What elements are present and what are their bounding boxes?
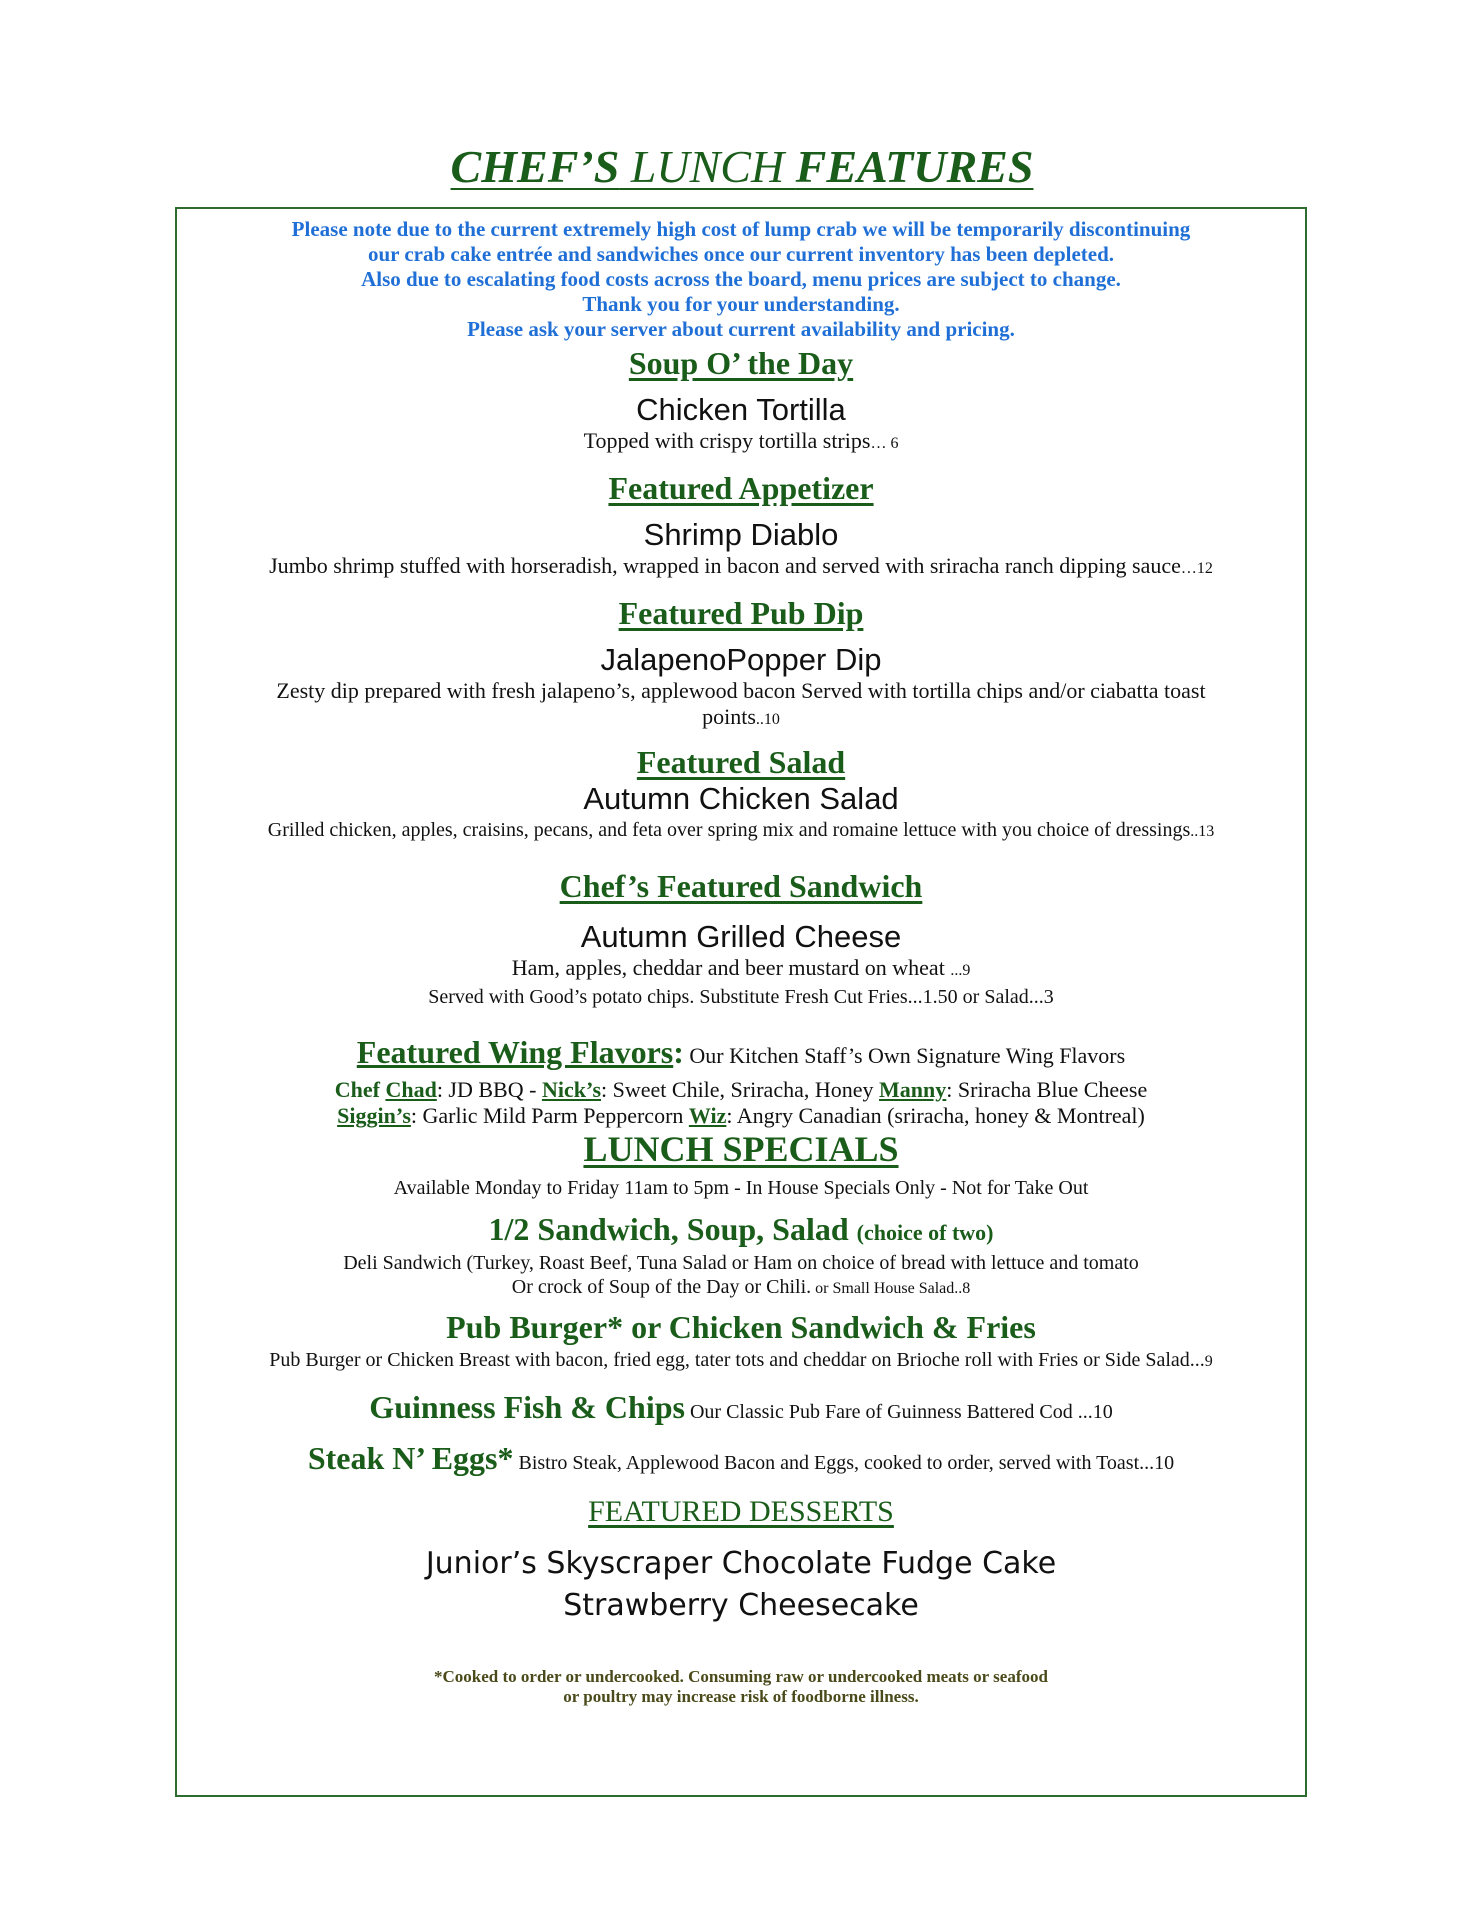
wings-intro: Our Kitchen Staff’s Own Signature Wing Flavors bbox=[683, 1043, 1126, 1068]
sandwich-desc: Ham, apples, cheddar and beer mustard on wheat ...9 bbox=[511, 955, 971, 980]
pubdip-desc: Zesty dip prepared with fresh jalapeno’s, applewood bacon Served with tortilla chips and/or ciabatta toast points..10 bbox=[276, 678, 1206, 729]
health-footnote: *Cooked to order or undercooked. Consuming raw or undercooked meats or seafood or poultry may increase risk of foodborne illness. bbox=[434, 1667, 1048, 1706]
title-part2: LUNCH bbox=[619, 141, 796, 192]
half-special-line-1: Deli Sandwich (Turkey, Roast Beef, Tuna Salad or Ham on choice of bread with lettuce and tomato bbox=[343, 1252, 1139, 1274]
sandwich-name: Autumn Grilled Cheese bbox=[580, 919, 902, 954]
appetizer-name: Shrimp Diablo bbox=[643, 517, 839, 552]
lunch-specials-heading: LUNCH SPECIALS bbox=[583, 1129, 899, 1169]
notice-line-4: Thank you for your understanding. bbox=[582, 292, 900, 316]
price-notice bbox=[177, 217, 1305, 342]
pubdip-name: JalapenoPopper Dip bbox=[600, 642, 882, 677]
title-part1: CHEF’S bbox=[450, 141, 620, 192]
wings-heading: Featured Wing Flavors bbox=[356, 1034, 674, 1070]
burger-special-title: Pub Burger* or Chicken Sandwich & Fries bbox=[446, 1309, 1036, 1345]
notice-line-2: our crab cake entrée and sandwiches once our current inventory has been depleted. bbox=[367, 242, 1115, 266]
title-part3: FEATURES bbox=[795, 141, 1034, 192]
half-special-title: 1/2 Sandwich, Soup, Salad (choice of two) bbox=[488, 1211, 994, 1247]
wings-heading-line: Featured Wing Flavors: Our Kitchen Staff’s Own Signature Wing Flavors bbox=[356, 1034, 1126, 1070]
dessert-item: Strawberry Cheesecake bbox=[563, 1588, 919, 1623]
menu-content bbox=[177, 209, 1305, 1707]
desserts-heading: FEATURED DESSERTS bbox=[588, 1495, 894, 1528]
soup-name: Chicken Tortilla bbox=[636, 392, 846, 427]
fish-special: Guinness Fish & Chips Our Classic Pub Fare of Guinness Battered Cod ...10 bbox=[369, 1389, 1113, 1425]
sandwich-heading: Chef’s Featured Sandwich bbox=[559, 868, 923, 904]
salad-desc: Grilled chicken, apples, craisins, pecans, and feta over spring mix and romaine lettuce with you choice of dressings..13 bbox=[267, 819, 1215, 841]
dessert-item: Junior’s Skyscraper Chocolate Fudge Cake bbox=[425, 1546, 1057, 1581]
burger-special-desc: Pub Burger or Chicken Breast with bacon, fried egg, tater tots and cheddar on Brioche roll with Fries or Side Salad...9 bbox=[269, 1349, 1213, 1371]
steak-special: Steak N’ Eggs* Bistro Steak, Applewood Bacon and Eggs, cooked to order, served with Toast...10 bbox=[307, 1440, 1175, 1476]
soup-desc: Topped with crispy tortilla strips… 6 bbox=[583, 428, 899, 453]
soup-heading: Soup O’ the Day bbox=[628, 345, 854, 381]
appetizer-desc: Jumbo shrimp stuffed with horseradish, wrapped in bacon and served with sriracha ranch dipping sauce…12 bbox=[269, 553, 1213, 578]
notice-line-5: Please ask your server about current availability and pricing. bbox=[467, 317, 1015, 341]
half-special-line-2: Or crock of Soup of the Day or Chili. or Small House Salad..8 bbox=[511, 1276, 971, 1298]
lunch-availability: Available Monday to Friday 11am to 5pm - In House Specials Only - Not for Take Out bbox=[393, 1177, 1089, 1199]
desserts-list bbox=[177, 1543, 1305, 1627]
salad-heading: Featured Salad bbox=[636, 744, 846, 780]
notice-line-3: Also due to escalating food costs across the board, menu prices are subject to change. bbox=[361, 267, 1121, 291]
sandwich-sides: Served with Good’s potato chips. Substitute Fresh Cut Fries...1.50 or Salad...3 bbox=[428, 986, 1054, 1008]
salad-name: Autumn Chicken Salad bbox=[583, 781, 899, 816]
page-title bbox=[0, 140, 1484, 193]
notice-line-1: Please note due to the current extremely high cost of lump crab we will be temporarily discontinuing bbox=[291, 217, 1191, 241]
menu-frame bbox=[175, 207, 1307, 1797]
wings-line-1: Chef Chad: JD BBQ - Nick’s: Sweet Chile, Sriracha, Honey Manny: Sriracha Blue Cheese bbox=[334, 1077, 1148, 1102]
pubdip-heading: Featured Pub Dip bbox=[618, 595, 864, 631]
wings-line-2: Siggin’s: Garlic Mild Parm Peppercorn Wiz: Angry Canadian (sriracha, honey & Montreal) bbox=[337, 1103, 1145, 1128]
appetizer-heading: Featured Appetizer bbox=[608, 470, 874, 506]
